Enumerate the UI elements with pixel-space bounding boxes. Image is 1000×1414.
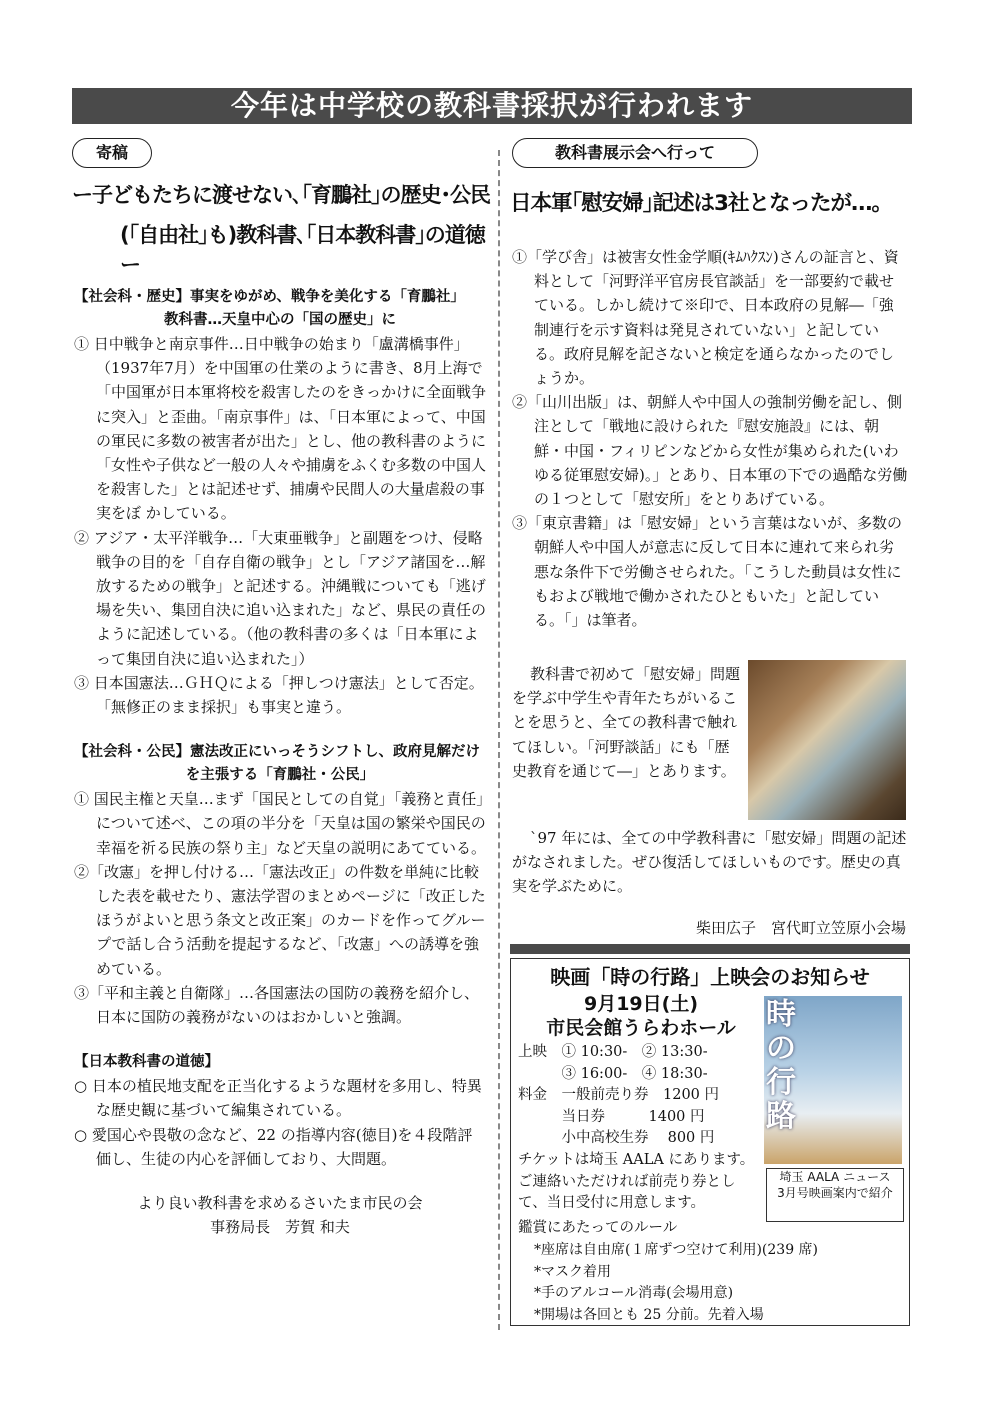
column-divider — [498, 150, 500, 1330]
show-times-2: ③ 16:00- ④ 18:30- — [518, 1065, 708, 1082]
history-item-1: ① 日中戦争と南京事件…日中戦争の始まり「盧溝橋事件」（1937年7月）を中国軍の仕業のように書き、8月上海で「中国軍が日本軍将校を殺害したのをきっかけに全面戦争に突入」と歪曲。「南京事件」は、「日本軍によって、中国の軍民に多数の被害者が出た」とし、他の教科書のように「女性や子供など一般の人々や捕虜をふくむ多数の中国人を殺害した」とは記述せず、捕虜や民間人の大量虐殺の事実をぼ かしている。 — [74, 335, 487, 523]
civics-item-1: ① 国民主権と天皇…まず「国民としての自覚」「義務と責任」について述べ、この項の半分を「天皇は国の繁栄や国民の幸福を祈る民族の祭り主」など天皇の説明にあてている。 — [74, 790, 487, 857]
fee-door: 当日券 1400 円 — [518, 1108, 705, 1125]
left-headline-1: ー子どもたちに渡せない､｢育鵬社｣の歴史･公民 — [72, 183, 490, 207]
caption-line-1: 埼玉 AALA ニュース — [779, 1170, 891, 1184]
left-column-body — [74, 286, 486, 1240]
exhibition-photo — [748, 660, 906, 820]
section-moral-title: 【日本教科書の道徳】 — [74, 1054, 219, 1071]
right-paragraph-1: 教科書で初めて「慰安婦」問題を学ぶ中学生や青年たちがいることを思うと、全ての教科書で触れてほしい。「河野談話」にも「歴史教育を通じて―」とあります。 — [512, 665, 741, 780]
poster-caption — [766, 1168, 904, 1222]
rule-sanitizer: *手のアルコール消毒(会場用意) — [534, 1285, 734, 1301]
rule-opening: *開場は各回とも 25 分前。先着入場 — [534, 1306, 764, 1323]
rule-seating: *座席は自由席(１席ずつ空けて利用)(239 席) — [534, 1242, 819, 1258]
right-signature: 柴田広子 宮代町立笠原小会場 — [695, 919, 906, 937]
section-civics-title-1: 【社会科・公民】憲法改正にいっそうシフトし、政府見解だけ — [74, 744, 480, 761]
movie-box-bar — [510, 944, 910, 954]
movie-poster — [764, 996, 902, 1164]
left-headline-2: (｢自由社｣も)教科書､｢日本教科書｣の道徳ー — [120, 223, 485, 277]
fee-general: 料金 一般前売り券 1200 円 — [518, 1087, 720, 1103]
show-times-1: 上映 ① 10:30- ② 13:30- — [518, 1044, 708, 1060]
publisher-item-3: ③「東京書籍」は「慰安婦」という言葉はないが、多数の朝鮮人や中国人が意志に反して日本に連れて来られ劣悪な条件下で労働させられた。「こうした動員は女性にもおよび戦地で働かされたひともいた」と記している。「」は筆者。 — [512, 514, 903, 630]
moral-item-1: ○ 日本の植民地支配を正当化するような題材を多用し、特異な歴史観に基づいて編集されている。 — [74, 1077, 482, 1120]
section-history-title-1: 【社会科・歴史】事実をゆがめ、戦争を美化する「育鵬社」 — [74, 289, 465, 305]
page-banner: 今年は中学校の教科書採択が行われます — [72, 88, 912, 124]
left-signature-org: より良い教科書を求めるさいたま市民の会 — [137, 1194, 423, 1213]
movie-date: 9月19日(土) — [583, 993, 699, 1015]
section-civics-title-2: を主張する「育鵬社・公民」 — [185, 767, 375, 784]
movie-schedule — [518, 1042, 758, 1150]
movie-title: 映画「時の行路」上映会のお知らせ — [550, 965, 870, 989]
civics-item-3: ③「平和主義と自衛隊」…各国憲法の国防の義務を紹介し、日本に国防の義務がないのはおかしいと強調。 — [74, 983, 480, 1027]
history-item-3: ③ 日本国憲法…ＧＨＱによる「押しつけ憲法」として否定。「無修正のまま採択」も事実と違う。 — [74, 673, 484, 717]
movie-rules-title: 鑑賞にあたってのルール — [518, 1220, 678, 1236]
rule-mask: *マスク着用 — [534, 1263, 611, 1280]
publisher-item-1: ①「学び舎」は被害女性金学順(ｷﾑﾊｸｽﾝ)さんの証言と、資料として「河野洋平官房長官談話」を一部要約で載せている。しかし続けて※印で、日本政府の見解―「強制連行を示す資料は発見されていない」と記している。政府見解を記さないと検定を通らなかったのでしょうか。 — [512, 248, 899, 388]
poster-title: 時の行路 — [766, 997, 796, 1134]
section-history-title-2: 教科書…天皇中心の「国の歴史」に — [164, 312, 396, 328]
right-headline: 日本軍｢慰安婦｣記述は3社となったが…。 — [510, 191, 892, 216]
fee-student: 小中高校生券 800 円 — [518, 1130, 715, 1146]
civics-item-2: ②「改憲」を押し付ける…「憲法改正」の件数を単純に比較した表を載せたり、憲法学習のまとめページに「改正したほうがよいと思う条文と改正案」のカードを作ってグループで話し合う活動を提起するなど、「改憲」への誘導を強めている。 — [74, 862, 486, 978]
exhibition-tag: 教科書展示会へ行って — [512, 138, 758, 168]
ticket-info: チケットは埼玉 AALA にあります。ご連絡いただければ前売り券として、当日受付に用意します。 — [518, 1152, 755, 1211]
caption-line-2: 3月号映画案内で紹介 — [777, 1186, 893, 1200]
movie-rules — [534, 1240, 906, 1326]
moral-item-2: ○ 愛国心や畏敬の念など、22 の指導内容(徳目)を４段階評価し、生徒の内心を評価しており、大問題。 — [74, 1125, 473, 1168]
movie-venue: 市民会館うらわホール — [546, 1017, 736, 1039]
right-column-items — [512, 245, 908, 632]
contribution-tag: 寄稿 — [72, 138, 152, 168]
publisher-item-2: ②「山川出版」は、朝鮮人や中国人の強制労働を記し、側注として「戦地に設けられた『慰安施設』には、朝鮮・中国・フィリピンなどから女性が集められた(いわゆる従軍慰安婦)。」とあり、日本軍の下での過酷な労働の１つとして「慰安所」をとりあげている。 — [512, 393, 908, 509]
history-item-2: ② アジア・太平洋戦争…「大東亜戦争」と副題をつけ、侵略戦争の目的を「自存自衛の戦争」とし「アジア諸国を…解放するための戦争」と記述する。沖縄戦についても「逃げ場を失い、集団自決に追い込まれた」など、県民の責任のように記述している。（他の教科書の多くは「日本軍によって集団自決に追い込まれた」） — [74, 528, 487, 668]
right-paragraph-2: `97 年には、全ての中学教科書に「慰安婦」問題の記述がなされました。ぜひ復活してほしいものです。歴史の真実を学ぶために。 — [512, 829, 907, 896]
left-signature-name: 事務局長 芳賀 和夫 — [210, 1218, 350, 1237]
